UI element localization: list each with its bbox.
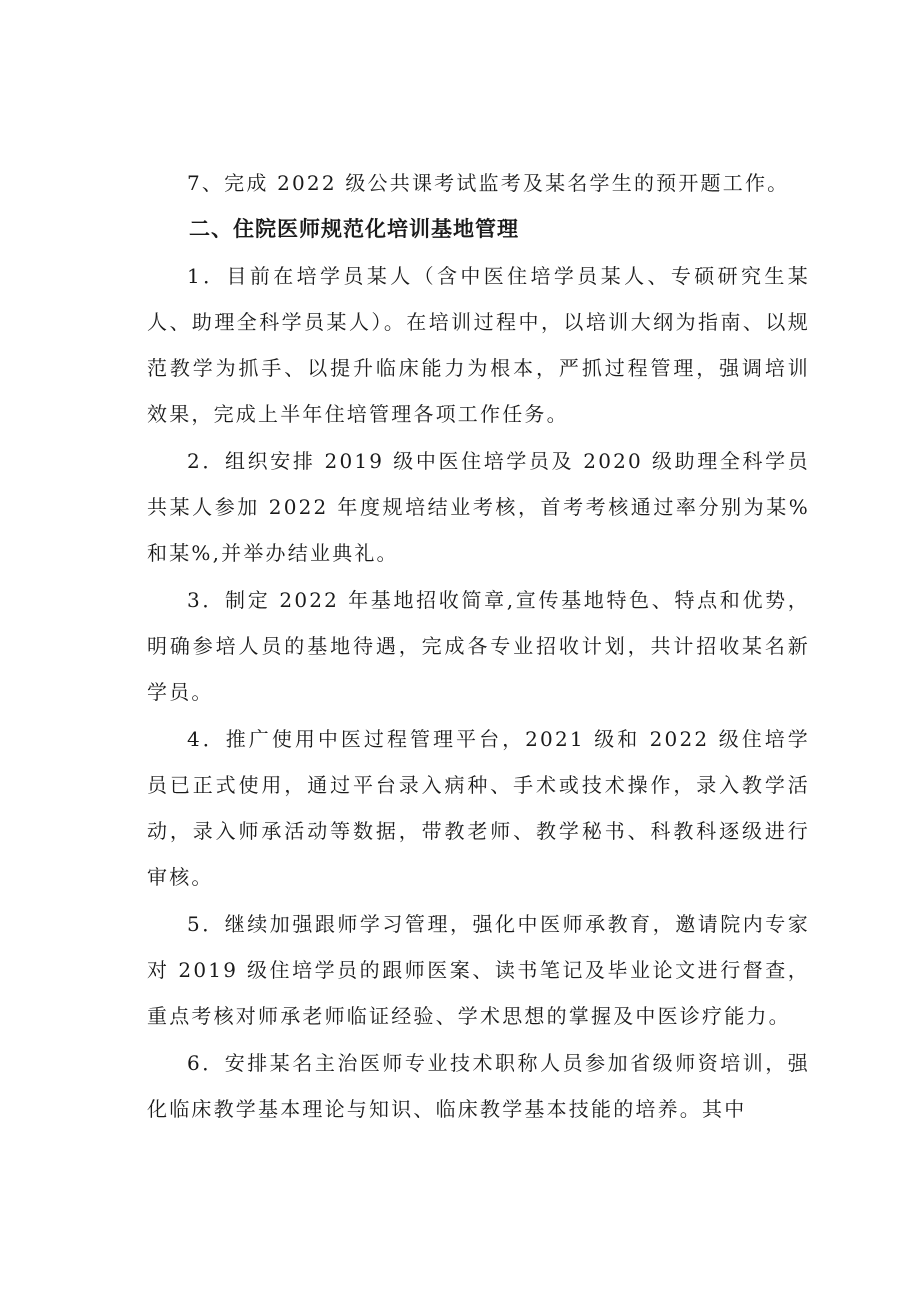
section-heading: 二、住院医师规范化培训基地管理 [189, 217, 519, 242]
paragraph-item-2: 2．组织安排 2019 级中医住培学员及 2020 级助理全科学员共某人参加 2022 年度规培结业考核，首考考核通过率分别为某%和某%,并举办结业典礼。 [147, 448, 810, 566]
paragraph-item-3: 3．制定 2022 年基地招收简章,宣传基地特色、特点和优势，明确参培人员的基地待遇，完成各专业招收计划，共计招收某名新学员。 [147, 587, 810, 705]
paragraph-item-4: 4．推广使用中医过程管理平台，2021 级和 2022 级住培学员已正式使用，通过平台录入病种、手术或技术操作，录入教学活动，录入师承活动等数据，带教老师、教学秘书、科教科逐级进行审核。 [147, 726, 810, 890]
document-body [147, 160, 810, 1132]
paragraph-item-1: 1．目前在培学员某人（含中医住培学员某人、专硕研究生某人、助理全科学员某人）。在培训过程中，以培训大纲为指南、以规范教学为抓手、以提升临床能力为根本，严抓过程管理，强调培训效果，完成上半年住培管理各项工作任务。 [147, 263, 810, 427]
paragraph-item-6: 6．安排某名主治医师专业技术职称人员参加省级师资培训，强化临床教学基本理论与知识、临床教学基本技能的培养。其中 [147, 1050, 810, 1121]
paragraph-item-7: 7、完成 2022 级公共课考试监考及某名学生的预开题工作。 [187, 171, 790, 195]
paragraph-item-5: 5．继续加强跟师学习管理，强化中医师承教育，邀请院内专家对 2019 级住培学员的跟师医案、读书笔记及毕业论文进行督查，重点考核对师承老师临证经验、学术思想的掌握及中医诊疗能力。 [147, 911, 810, 1029]
